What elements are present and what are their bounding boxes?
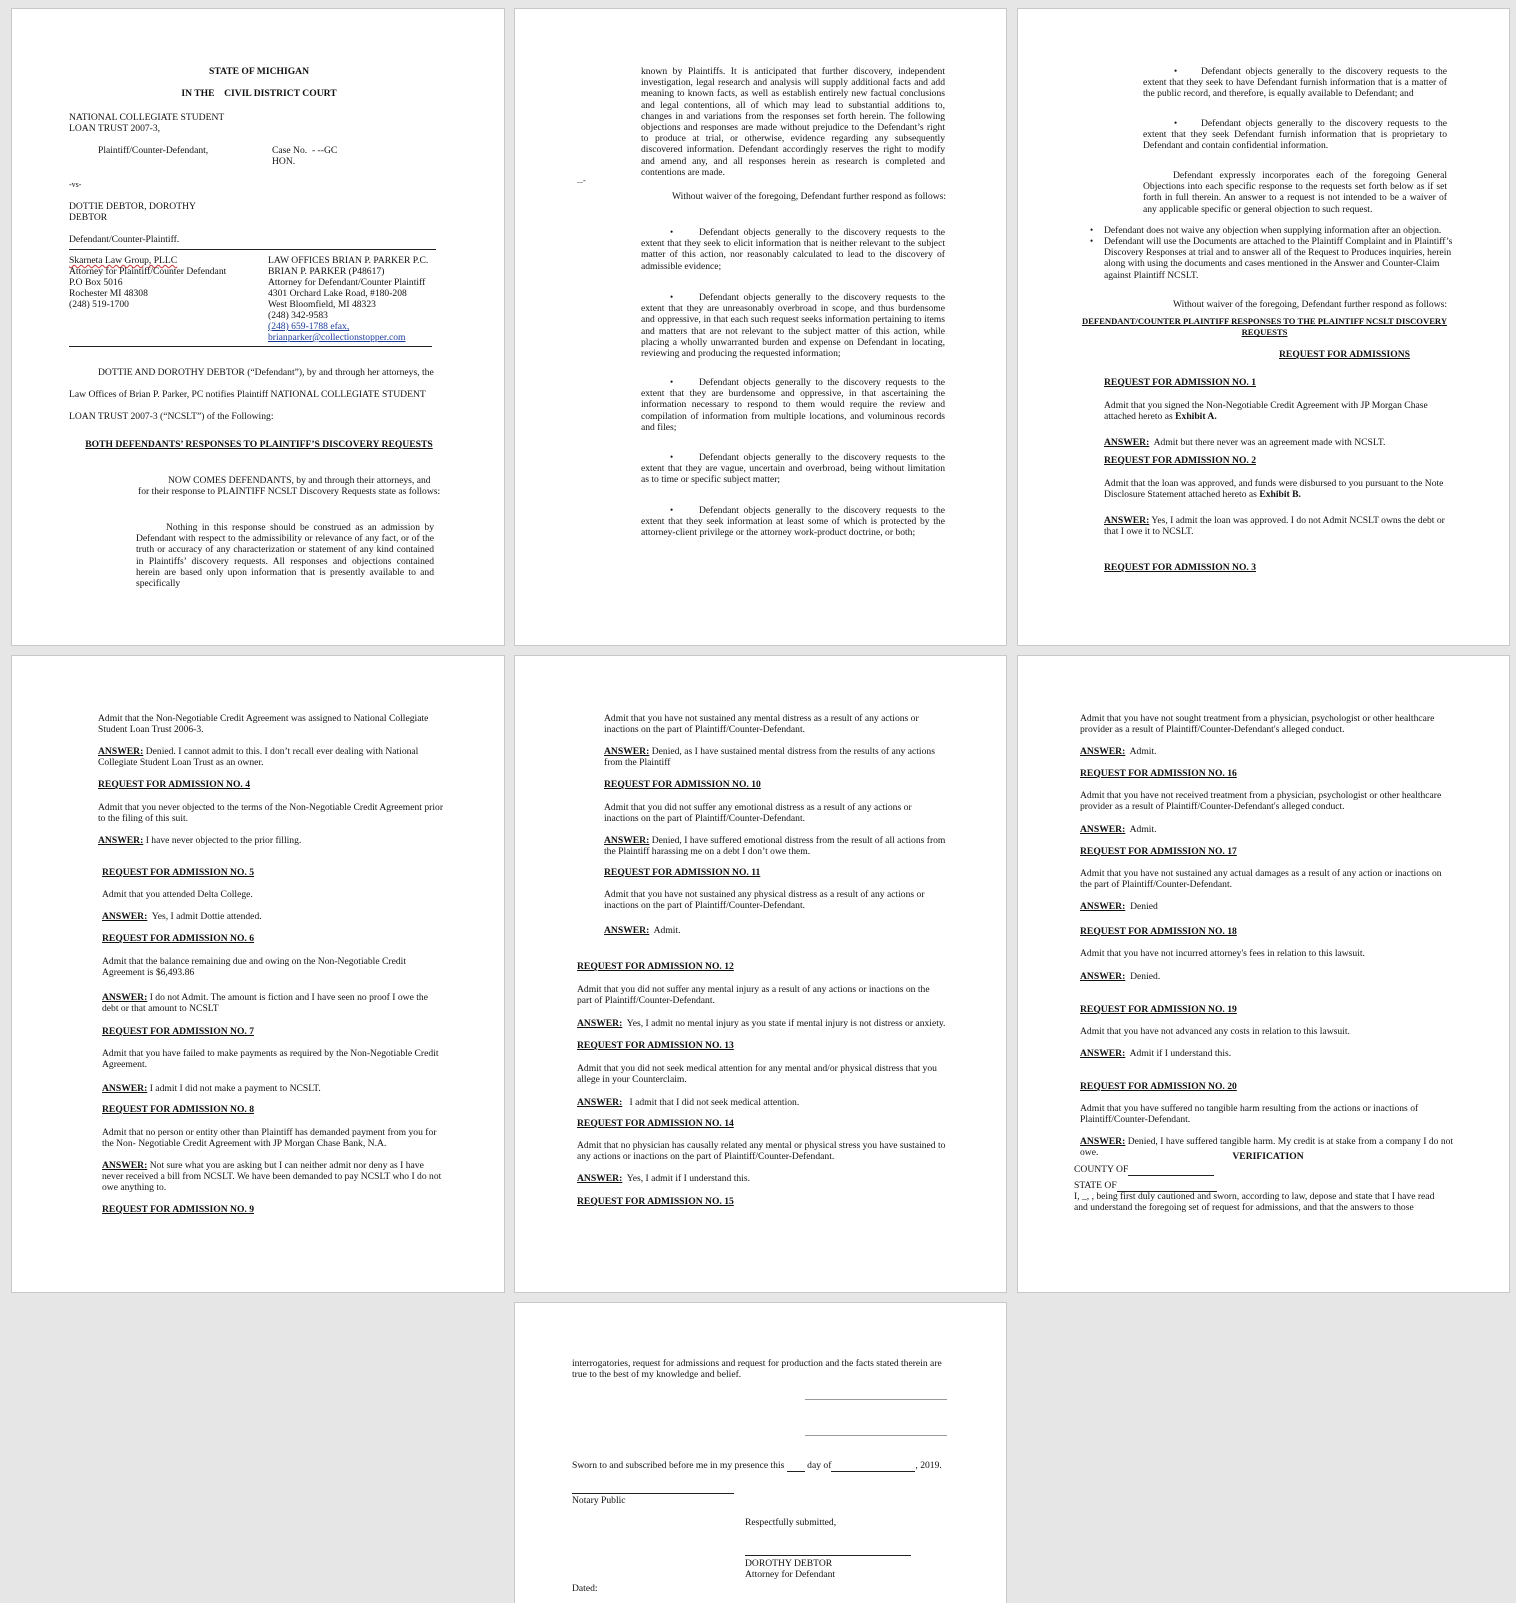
incorporates-paragraph: Defendant expressly incorporates each of the foregoing General Objections into each specific response to the requests set forth below as if set forth in full therein. An answer to a request is not intended to be a waiver of any applicable specific or general objection to such request. bbox=[1143, 170, 1447, 215]
defense-phone: (248) 342-9583 bbox=[268, 310, 328, 321]
rfa-13-title: REQUEST FOR ADMISSION NO. 13 bbox=[577, 1040, 734, 1051]
rfa-3-text: Admit that the Non-Negotiable Credit Agreement was assigned to National Collegiate Student Loan Trust 2006-3. bbox=[98, 713, 429, 736]
defense-city: West Bloomfield, MI 48323 bbox=[268, 299, 376, 310]
plaintiff-firm-role: Attorney for Plaintiff/Counter Defendant bbox=[69, 266, 227, 277]
bullet-icon: • bbox=[1090, 236, 1094, 246]
bullet-icon: • bbox=[670, 377, 674, 387]
plaintiff-firm-city: Rochester MI 48308 bbox=[69, 288, 148, 299]
document-page-4 bbox=[11, 655, 505, 1293]
rfa-17-answer: ANSWER: Denied bbox=[1080, 901, 1158, 912]
rfa-6-title: REQUEST FOR ADMISSION NO. 6 bbox=[102, 933, 255, 944]
plaintiff-role: Plaintiff/Counter-Defendant, bbox=[98, 145, 209, 156]
rfa-18-text: Admit that you have not incurred attorney's fees in relation to this lawsuit. bbox=[1080, 948, 1365, 959]
rfa-15-title: REQUEST FOR ADMISSION NO. 15 bbox=[577, 1196, 734, 1207]
bullet-icon: • bbox=[670, 292, 674, 302]
bullet-icon: • bbox=[1090, 225, 1094, 235]
defense-role: Attorney for Defendant/Counter Plaintiff bbox=[268, 277, 426, 288]
plaintiff-firm-phone: (248) 519-1700 bbox=[69, 299, 129, 310]
rfa-19-text: Admit that you have not advanced any costs in relation to this lawsuit. bbox=[1080, 1026, 1350, 1037]
defense-firm-name: LAW OFFICES BRIAN P. PARKER P.C. bbox=[268, 255, 429, 266]
bullet-icon: • bbox=[670, 227, 674, 237]
without-waiver-text: Without waiver of the foregoing, Defendant further respond as follows: bbox=[1173, 299, 1448, 310]
rfa-1-text: Admit that you signed the Non-Negotiable Credit Agreement with JP Morgan Chase attached hereto as Exhibit A. bbox=[1104, 400, 1428, 423]
responses-subheading-1: DEFENDANT/COUNTER PLAINTIFF RESPONSES TO THE PLAINTIFF NCSLT DISCOVERY bbox=[1081, 316, 1448, 326]
rfa-8-answer: ANSWER: Not sure what you are asking but I can neither admit nor deny as I have never received a bill from NCSLT. We have been demanded to pay NCSLT who I do not owe anything to. bbox=[102, 1160, 442, 1194]
objection-3: Defendant objects generally to the discovery requests to the extent that they are burdensome and oppressive, in that ascertaining the information necessary to respond to them would require the review and compilation of information from multiple locations, and voluminous records and files; bbox=[641, 377, 945, 433]
rfa-9-answer: ANSWER: Denied, as I have sustained mental distress from the results of any actions from the Plaintiff bbox=[604, 746, 935, 769]
responses-subheading-2: REQUESTS bbox=[1241, 327, 1288, 337]
caption-divider-bottom bbox=[69, 346, 432, 347]
rfa-10-text: Admit that you did not suffer any emotional distress as a result of any actions or inactions on the part of Plaintiff/Counter-Defendant. bbox=[604, 802, 912, 825]
state-of-field: STATE OF bbox=[1074, 1180, 1217, 1192]
responses-heading: BOTH DEFENDANTS’ RESPONSES TO PLAINTIFF’S DISCOVERY REQUESTS bbox=[85, 439, 433, 450]
objection-4: Defendant objects generally to the discovery requests to the extent that they are vague, uncertain and overbroad, being without limitation as to time or specific subject matter; bbox=[641, 452, 945, 486]
caption-divider-top bbox=[69, 249, 436, 250]
attorney-signature-line bbox=[745, 1555, 911, 1556]
rfa-12-answer: ANSWER: Yes, I admit no mental injury as you state if mental injury is not distress or anxiety. bbox=[577, 1018, 946, 1029]
rfa-5-text: Admit that you attended Delta College. bbox=[102, 889, 253, 900]
rfa-9-text: Admit that you have not sustained any mental distress as a result of any actions or inactions on the part of Plaintiff/Counter-Defendant. bbox=[604, 713, 919, 736]
document-page-5 bbox=[514, 655, 1007, 1293]
defendant-name-line-2: DEBTOR bbox=[69, 212, 108, 223]
bullet-icon: • bbox=[1174, 66, 1178, 76]
rfa-20-text: Admit that you have suffered no tangible harm resulting from the actions or inactions of Plaintiff/Counter-Defendant. bbox=[1080, 1103, 1419, 1126]
objection-6: Defendant objects generally to the discovery requests to the extent that they seek to have Defendant furnish information that is a matter of the public record, and therefore, is equally available to Defendant; and bbox=[1143, 66, 1447, 100]
rfa-11-answer: ANSWER: Admit. bbox=[604, 925, 681, 936]
document-page-2 bbox=[514, 8, 1007, 646]
rfa-14-answer: ANSWER: Yes, I admit if I understand this. bbox=[577, 1173, 750, 1184]
objection-2: Defendant objects generally to the discovery requests to the extent that they are unreasonably overbroad in scope, and thus burdensome and oppressive, in that each such request seeks information pertaining to items and matters that are not relevant to the subject matter of this action, while placing a wholly unwarranted burden and expense on Defendant in locating, reviewing and producing the requested information; bbox=[641, 292, 945, 360]
rfa-15-answer: ANSWER: Admit. bbox=[1080, 746, 1157, 757]
rfa-18-answer: ANSWER: Denied. bbox=[1080, 971, 1161, 982]
rfa-15-text: Admit that you have not sought treatment from a physician, psychologist or other healthcare provider as a result of Plaintiff/Counter-Defendant's alleged conduct. bbox=[1080, 713, 1435, 736]
rfa-5-answer: ANSWER: Yes, I admit Dottie attended. bbox=[102, 911, 262, 922]
signer-name: DOROTHY DEBTOR bbox=[745, 1558, 833, 1569]
dated-label: Dated: bbox=[572, 1583, 598, 1594]
bullet-icon: • bbox=[1174, 118, 1178, 128]
document-page-1 bbox=[11, 8, 505, 646]
rfa-4-text: Admit that you never objected to the terms of the Non-Negotiable Credit Agreement prior to the filing of this suit. bbox=[98, 802, 444, 825]
verification-heading: VERIFICATION bbox=[1232, 1151, 1304, 1162]
rfa-13-answer: ANSWER: I admit that I did not seek medical attention. bbox=[577, 1097, 800, 1108]
case-number: Case No. - --GC bbox=[272, 145, 338, 156]
signature-line-2 bbox=[805, 1435, 947, 1436]
plaintiff-name-line-1: NATIONAL COLLEGIATE STUDENT bbox=[69, 112, 225, 123]
defense-efax-link[interactable]: (248) 659-1788 efax, bbox=[268, 321, 350, 332]
rfa-19-answer: ANSWER: Admit if I understand this. bbox=[1080, 1048, 1232, 1059]
verification-text: I, _, , being first duly cautioned and sworn, according to law, depose and state that I have read and understand the foregoing set of request for admissions, and that the answers to those bbox=[1074, 1191, 1435, 1214]
state-heading: STATE OF MICHIGAN bbox=[208, 66, 310, 77]
objection-1: Defendant objects generally to the discovery requests to the extent that they seek to elicit information that is neither relevant to the subject matter of this action, nor reasonably calculated to lead to the discovery of admissible evidence; bbox=[641, 227, 945, 272]
signature-line-1 bbox=[805, 1399, 947, 1400]
rfa-19-title: REQUEST FOR ADMISSION NO. 19 bbox=[1080, 1004, 1237, 1015]
continuation-paragraph: known by Plaintiffs. It is anticipated that further discovery, independent investigation, legal research and analysis will supply additional facts and add meaning to known facts, as well as establish entirely new factual conclusions and legal contentions, all of which may lead to substantial additions to, changes in and variations from the responses set forth herein. The following objections and responses are made without prejudice to the Defendant’s right to produce at trial, or otherwise, evidence regarding any subsequently discovered information. Defendant accordingly reserves the right to modify and amend any, and all responses herein as research is completed and contentions are made. bbox=[641, 66, 945, 178]
rfa-2-title: REQUEST FOR ADMISSION NO. 2 bbox=[1104, 455, 1257, 466]
notary-signature-line bbox=[572, 1493, 734, 1494]
rfa-4-title: REQUEST FOR ADMISSION NO. 4 bbox=[98, 779, 251, 790]
county-of-field: COUNTY OF bbox=[1074, 1164, 1214, 1176]
objection-7: Defendant objects generally to the discovery requests to the extent that they seek Defendant furnish information that is proprietary to Defendant and contain confidential information. bbox=[1143, 118, 1447, 152]
intro-line-1: DOTTIE AND DOROTHY DEBTOR (“Defendant”), by and through her attorneys, the bbox=[98, 367, 434, 378]
judge-hon: HON. bbox=[272, 156, 296, 167]
defendant-role: Defendant/Counter-Plaintiff. bbox=[69, 234, 180, 245]
rfa-3-answer: ANSWER: Denied. I cannot admit to this. I don’t recall ever dealing with National Collegiate Student Loan Trust as an owner. bbox=[98, 746, 419, 769]
sworn-statement: Sworn to and subscribed before me in my presence this day of , 2019. bbox=[572, 1460, 942, 1471]
now-comes-line-2: for their response to PLAINTIFF NCSLT Discovery Requests state as follows: bbox=[138, 486, 441, 497]
rfa-13-text: Admit that you did not seek medical attention for any mental and/or physical distress that you allege in your Counterclaim. bbox=[577, 1063, 937, 1086]
rfa-14-text: Admit that no physician has causally related any mental or physical stress you have sustained to any actions or inactions on the part of Plaintiff/Counter-Defendant. bbox=[577, 1140, 946, 1163]
document-page-7 bbox=[514, 1302, 1007, 1603]
rfa-10-title: REQUEST FOR ADMISSION NO. 10 bbox=[604, 779, 761, 790]
versus-label: -vs- bbox=[69, 180, 82, 189]
rfa-7-title: REQUEST FOR ADMISSION NO. 7 bbox=[102, 1026, 255, 1037]
rfa-8-title: REQUEST FOR ADMISSION NO. 8 bbox=[102, 1104, 255, 1115]
defense-address: 4301 Orchard Lake Road, #180-208 bbox=[268, 288, 407, 299]
rfa-16-text: Admit that you have not received treatment from a physician, psychologist or other healthcare provider as a result of Plaintiff/Counter-Defendant's alleged conduct. bbox=[1080, 790, 1442, 813]
rfa-9-title: REQUEST FOR ADMISSION NO. 9 bbox=[102, 1204, 255, 1215]
rfa-7-answer: ANSWER: I admit I did not make a payment to NCSLT. bbox=[102, 1083, 321, 1094]
rfa-heading: REQUEST FOR ADMISSIONS bbox=[1279, 349, 1410, 360]
nothing-paragraph: Nothing in this response should be construed as an admission by Defendant with respect to the admissibility or relevance of any fact, or of the truth or accuracy of any characterization or statement of any kind contained in Plaintiffs’ discovery requests. All responses and objections contained herein are based only upon information that is presently available to and specifically bbox=[136, 522, 434, 590]
objection-5: Defendant objects generally to the discovery requests to the extent that they seek information at least some of which is protected by the attorney-client privilege or the attorney work-product doctrine, or both; bbox=[641, 505, 945, 539]
without-waiver-text: Without waiver of the foregoing, Defendant further respond as follows: bbox=[672, 191, 947, 202]
rfa-7-text: Admit that you have failed to make payments as required by the Non-Negotiable Credit Agreement. bbox=[102, 1048, 439, 1071]
rfa-1-answer: ANSWER: Admit but there never was an agreement made with NCSLT. bbox=[1104, 437, 1386, 448]
intro-line-2: Law Offices of Brian P. Parker, PC notifies Plaintiff NATIONAL COLLEGIATE STUDENT bbox=[69, 389, 426, 400]
signer-role: Attorney for Defendant bbox=[745, 1569, 836, 1580]
rfa-2-text: Admit that the loan was approved, and funds were disbursed to you pursuant to the Note Disclosure Statement attached hereto as Exhibit B. bbox=[1104, 478, 1444, 501]
rfa-18-title: REQUEST FOR ADMISSION NO. 18 bbox=[1080, 926, 1237, 937]
now-comes-line-1: NOW COMES DEFENDANTS, by and through their attorneys, and bbox=[168, 475, 431, 486]
rfa-17-title: REQUEST FOR ADMISSION NO. 17 bbox=[1080, 846, 1237, 857]
rfa-20-answer: ANSWER: Denied, I have suffered tangible harm. My credit is at stake from a company I do not owe. bbox=[1080, 1136, 1454, 1159]
rfa-12-text: Admit that you did not suffer any mental injury as a result of any actions or inactions on the part of Plaintiff/Counter-Defendant. bbox=[577, 984, 930, 1007]
rfa-16-title: REQUEST FOR ADMISSION NO. 16 bbox=[1080, 768, 1237, 779]
notary-label: Notary Public bbox=[572, 1495, 626, 1506]
rfa-5-title: REQUEST FOR ADMISSION NO. 5 bbox=[102, 867, 255, 878]
defendant-name-line-1: DOTTIE DEBTOR, DOROTHY bbox=[69, 201, 196, 212]
rfa-12-title: REQUEST FOR ADMISSION NO. 12 bbox=[577, 961, 734, 972]
rfa-6-answer: ANSWER: I do not Admit. The amount is fiction and I have seen no proof I owe the debt or that amount to NCSLT bbox=[102, 992, 428, 1015]
documents-bullet: Defendant will use the Documents are attached to the Plaintiff Complaint and in Plaintiff’s Discovery Responses at trial and to answer all of the Request to Produces inquiries, herein along with using the documents and cases mentioned in the Answer and Counter-Claim against Plaintiff NCSLT. bbox=[1104, 236, 1453, 281]
rfa-14-title: REQUEST FOR ADMISSION NO. 14 bbox=[577, 1118, 734, 1129]
rfa-6-text: Admit that the balance remaining due and owing on the Non-Negotiable Credit Agreement is $6,493.86 bbox=[102, 956, 406, 979]
bullet-icon: • bbox=[670, 452, 674, 462]
rfa-4-answer: ANSWER: I have never objected to the prior filling. bbox=[98, 835, 302, 846]
rfa-11-title: REQUEST FOR ADMISSION NO. 11 bbox=[604, 867, 761, 878]
rfa-2-answer: ANSWER: Yes, I admit the loan was approved. I do not Admit NCSLT owns the debt or that I owe it to NCSLT. bbox=[1104, 515, 1445, 538]
plaintiff-name-line-2: LOAN TRUST 2007-3, bbox=[69, 123, 161, 134]
defense-email-link[interactable]: brianparker@collectionstopper.com bbox=[268, 332, 406, 343]
document-page-3 bbox=[1017, 8, 1510, 646]
respectfully-submitted: Respectfully submitted, bbox=[745, 1517, 837, 1528]
rfa-3-title: REQUEST FOR ADMISSION NO. 3 bbox=[1104, 562, 1257, 573]
document-page-6 bbox=[1017, 655, 1510, 1293]
rfa-8-text: Admit that no person or entity other than Plaintiff has demanded payment from you for the Non- Negotiable Credit Agreement with JP Morgan Chase Bank, N.A. bbox=[102, 1127, 437, 1150]
intro-line-3: LOAN TRUST 2007-3 (“NCSLT”) of the Following: bbox=[69, 411, 274, 422]
rfa-17-text: Admit that you have not sustained any actual damages as a result of any action or inactions on the part of Plaintiff/Counter-Defendant. bbox=[1080, 868, 1442, 891]
plaintiff-firm-pobox: P.O Box 5016 bbox=[69, 277, 123, 288]
defense-attorney: BRIAN P. PARKER (P48617) bbox=[268, 266, 385, 277]
plaintiff-firm-name: Skarneta Law Group, PLLC bbox=[69, 255, 178, 266]
bullet-icon: • bbox=[670, 505, 674, 515]
no-waiver-bullet: Defendant does not waive any objection when supplying information after an objection. bbox=[1104, 225, 1442, 236]
rfa-11-text: Admit that you have not sustained any physical distress as a result of any actions or inactions on the part of Plaintiff/Counter-Defendant. bbox=[604, 889, 925, 912]
rfa-1-title: REQUEST FOR ADMISSION NO. 1 bbox=[1104, 377, 1257, 388]
continuation-marker: ...- bbox=[577, 176, 586, 185]
rfa-10-answer: ANSWER: Denied, I have suffered emotional distress from the result of all actions from the Plaintiff harassing me on a debt I don’t owe them. bbox=[604, 835, 946, 858]
rfa-20-title: REQUEST FOR ADMISSION NO. 20 bbox=[1080, 1081, 1237, 1092]
verification-continued: interrogatories, request for admissions and request for production and the facts stated therein are true to the best of my knowledge and belief. bbox=[572, 1358, 942, 1381]
court-heading: IN THE CIVIL DISTRICT COURT bbox=[181, 88, 337, 99]
rfa-16-answer: ANSWER: Admit. bbox=[1080, 824, 1157, 835]
